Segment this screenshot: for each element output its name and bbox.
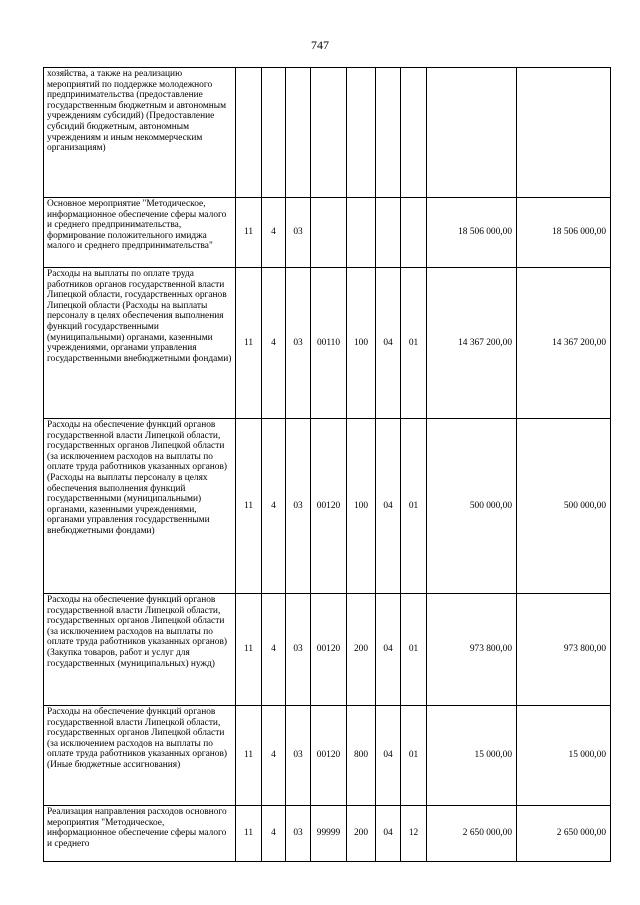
expense-type: 200 <box>347 806 376 862</box>
row-description: хозяйства, а также на реализацию мероприятий по поддержке молодежного предпринимательства (предоставление государственным бюджетным и автономным учреждениям субсидий) (Предоставление субсидий бюджетным, автономным учреждениям и иным некоммерческим организациям) <box>44 68 236 198</box>
table-row <box>44 68 611 198</box>
section <box>376 68 401 198</box>
code-2: 4 <box>262 594 286 706</box>
code-2: 4 <box>262 806 286 862</box>
amount-1: 18 506 000,00 <box>427 198 517 268</box>
code-3: 03 <box>286 198 311 268</box>
expense-type: 100 <box>347 419 376 594</box>
code-3 <box>286 68 311 198</box>
target-article: 00120 <box>311 594 347 706</box>
code-3: 03 <box>286 419 311 594</box>
subsection <box>401 198 427 268</box>
section: 04 <box>376 706 401 806</box>
section: 04 <box>376 268 401 419</box>
section: 04 <box>376 594 401 706</box>
code-3: 03 <box>286 268 311 419</box>
row-description: Расходы на обеспечение функций органов государственной власти Липецкой области, государственных органов Липецкой области (за исключением расходов на выплаты по оплате труда работников указанных органов) (Иные бюджетные ассигнования) <box>44 706 236 806</box>
code-3: 03 <box>286 594 311 706</box>
section: 04 <box>376 806 401 862</box>
code-1: 11 <box>236 419 262 594</box>
code-2: 4 <box>262 268 286 419</box>
code-1 <box>236 68 262 198</box>
budget-table <box>43 67 611 862</box>
amount-1: 14 367 200,00 <box>427 268 517 419</box>
amount-2: 15 000,00 <box>517 706 611 806</box>
table-row <box>44 706 611 806</box>
amount-1: 973 800,00 <box>427 594 517 706</box>
code-3: 03 <box>286 806 311 862</box>
code-1: 11 <box>236 268 262 419</box>
code-1: 11 <box>236 594 262 706</box>
subsection: 01 <box>401 706 427 806</box>
table-row <box>44 806 611 862</box>
amount-1 <box>427 68 517 198</box>
amount-1: 15 000,00 <box>427 706 517 806</box>
target-article: 00120 <box>311 706 347 806</box>
code-2 <box>262 68 286 198</box>
amount-1: 2 650 000,00 <box>427 806 517 862</box>
row-description: Основное мероприятие "Методическое, информационное обеспечение сферы малого и среднего предпринимательства, формирование положительного имиджа малого и среднего предпринимательства" <box>44 198 236 268</box>
table-row <box>44 594 611 706</box>
expense-type: 200 <box>347 594 376 706</box>
amount-2: 18 506 000,00 <box>517 198 611 268</box>
expense-type <box>347 68 376 198</box>
code-3: 03 <box>286 706 311 806</box>
expense-type: 100 <box>347 268 376 419</box>
subsection: 01 <box>401 268 427 419</box>
code-2: 4 <box>262 706 286 806</box>
expense-type <box>347 198 376 268</box>
target-article: 00120 <box>311 419 347 594</box>
row-description: Реализация направления расходов основного мероприятия "Методическое, информационное обеспечение сферы малого и среднего <box>44 806 236 862</box>
subsection <box>401 68 427 198</box>
target-article <box>311 68 347 198</box>
target-article: 00110 <box>311 268 347 419</box>
code-1: 11 <box>236 198 262 268</box>
section <box>376 198 401 268</box>
target-article: 99999 <box>311 806 347 862</box>
subsection: 01 <box>401 419 427 594</box>
table-row <box>44 268 611 419</box>
code-1: 11 <box>236 806 262 862</box>
table-row <box>44 419 611 594</box>
amount-1: 500 000,00 <box>427 419 517 594</box>
amount-2: 500 000,00 <box>517 419 611 594</box>
row-description: Расходы на выплаты по оплате труда работников органов государственной власти Липецкой области, государственных органов Липецкой области (Расходы на выплаты персоналу в целях обеспечения выполнения функций государственными (муниципальными) органами, казенными учреждениями, органами управления государственными внебюджетными фондами) <box>44 268 236 419</box>
code-2: 4 <box>262 419 286 594</box>
code-1: 11 <box>236 706 262 806</box>
subsection: 01 <box>401 594 427 706</box>
amount-2: 2 650 000,00 <box>517 806 611 862</box>
section: 04 <box>376 419 401 594</box>
amount-2 <box>517 68 611 198</box>
expense-type: 800 <box>347 706 376 806</box>
page-number: 747 <box>311 38 329 52</box>
amount-2: 973 800,00 <box>517 594 611 706</box>
subsection: 12 <box>401 806 427 862</box>
row-description: Расходы на обеспечение функций органов государственной власти Липецкой области, государственных органов Липецкой области (за исключением расходов на выплаты по оплате труда работников указанных органов) (Закупка товаров, работ и услуг для государственных (муниципальных) нужд) <box>44 594 236 706</box>
row-description: Расходы на обеспечение функций органов государственной власти Липецкой области, государственных органов Липецкой области (за исключением расходов на выплаты по оплате труда работников указанных органов) (Расходы на выплаты персоналу в целях обеспечения выполнения функций государственными (муниципальными) органами, казенными учреждениями, органами управления государственными внебюджетными фондами) <box>44 419 236 594</box>
code-2: 4 <box>262 198 286 268</box>
table-row <box>44 198 611 268</box>
amount-2: 14 367 200,00 <box>517 268 611 419</box>
target-article <box>311 198 347 268</box>
